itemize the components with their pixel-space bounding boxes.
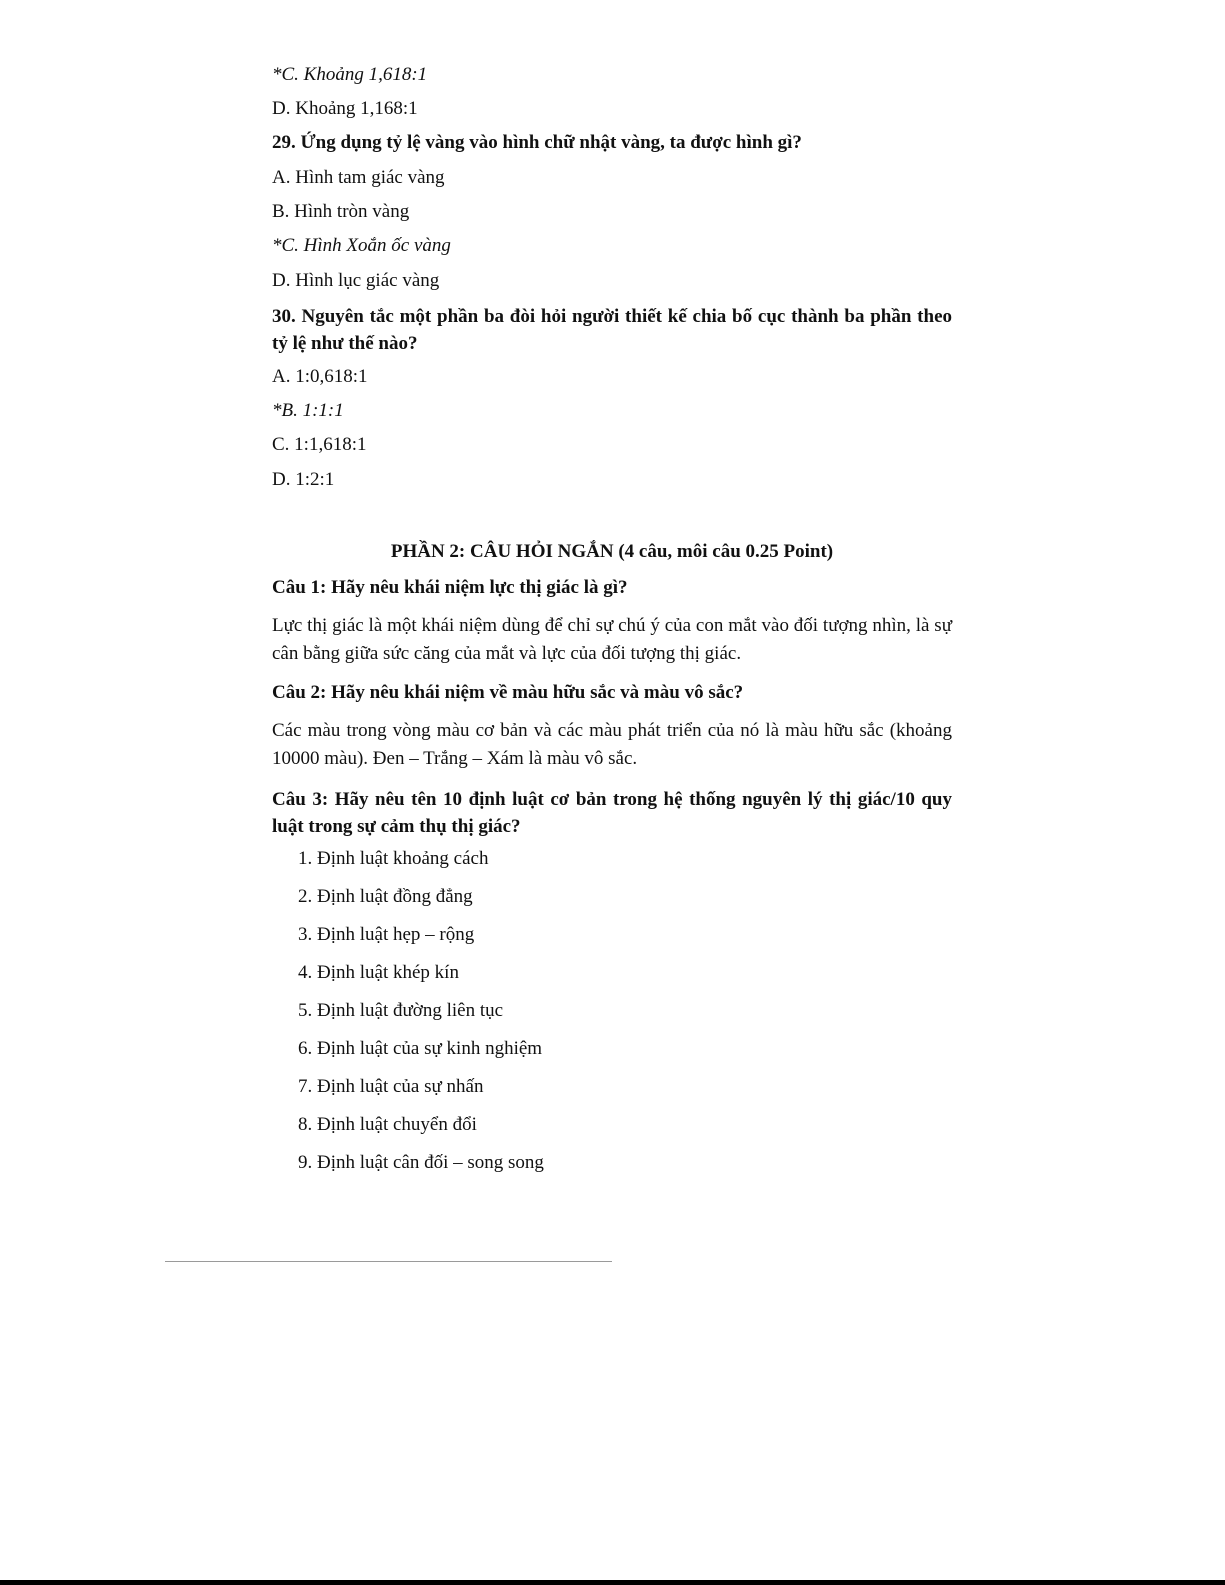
q30-option-c: C. 1:1,618:1 <box>272 434 367 455</box>
cau1-question: Câu 1: Hãy nêu khái niệm lực thị giác là gì? <box>272 577 628 598</box>
q29-option-d: D. Hình lục giác vàng <box>272 270 440 291</box>
q30-option-b-correct: *B. 1:1:1 <box>272 400 344 421</box>
list-item: 4. Định luật khép kín <box>298 962 459 983</box>
list-item: 8. Định luật chuyển đổi <box>298 1114 477 1135</box>
laws-list <box>298 846 544 1188</box>
list-item: 2. Định luật đồng đẳng <box>298 886 473 907</box>
q30-option-d: D. 1:2:1 <box>272 469 335 490</box>
footnote-separator <box>165 1261 612 1262</box>
cau3-question: Câu 3: Hãy nêu tên 10 định luật cơ bản trong hệ thống nguyên lý thị giác/10 quy luật trong sự cảm thụ thị giác? <box>272 789 952 837</box>
list-item: 3. Định luật hẹp – rộng <box>298 924 475 945</box>
list-item: 5. Định luật đường liên tục <box>298 1000 504 1021</box>
q29-option-c-correct: *C. Hình Xoắn ốc vàng <box>272 235 451 256</box>
q30-question: 30. Nguyên tắc một phần ba đòi hỏi người thiết kế chia bố cục thành ba phần theo tỷ lệ như thế nào? <box>272 306 952 354</box>
part2-heading: PHẦN 2: CÂU HỎI NGẮN (4 câu, môi câu 0.25 Point) <box>390 541 834 562</box>
page-bottom-edge <box>0 1580 1225 1585</box>
cau2-question: Câu 2: Hãy nêu khái niệm về màu hữu sắc và màu vô sắc? <box>272 682 744 703</box>
cau2-answer: Các màu trong vòng màu cơ bản và các màu phát triển của nó là màu hữu sắc (khoảng 10000 màu). Đen – Trắng – Xám là màu vô sắc. <box>272 720 952 769</box>
q28-option-d: D. Khoảng 1,168:1 <box>272 98 418 119</box>
q29-option-b: B. Hình tròn vàng <box>272 201 410 222</box>
q28-option-c-correct: *C. Khoảng 1,618:1 <box>272 64 428 85</box>
list-item: 6. Định luật của sự kinh nghiệm <box>298 1038 543 1059</box>
q29-option-a: A. Hình tam giác vàng <box>272 167 445 188</box>
q30-option-a: A. 1:0,618:1 <box>272 366 368 387</box>
q29-question: 29. Ứng dụng tỷ lệ vàng vào hình chữ nhật vàng, ta được hình gì? <box>272 132 802 153</box>
list-item: 9. Định luật cân đối – song song <box>298 1152 544 1173</box>
list-item: 7. Định luật của sự nhấn <box>298 1076 484 1097</box>
list-item: 1. Định luật khoảng cách <box>298 848 489 869</box>
cau1-answer: Lực thị giác là một khái niệm dùng để chỉ sự chú ý của con mắt vào đối tượng nhìn, là sự cân bằng giữa sức căng của mắt và lực của đối tượng thị giác. <box>272 615 952 664</box>
